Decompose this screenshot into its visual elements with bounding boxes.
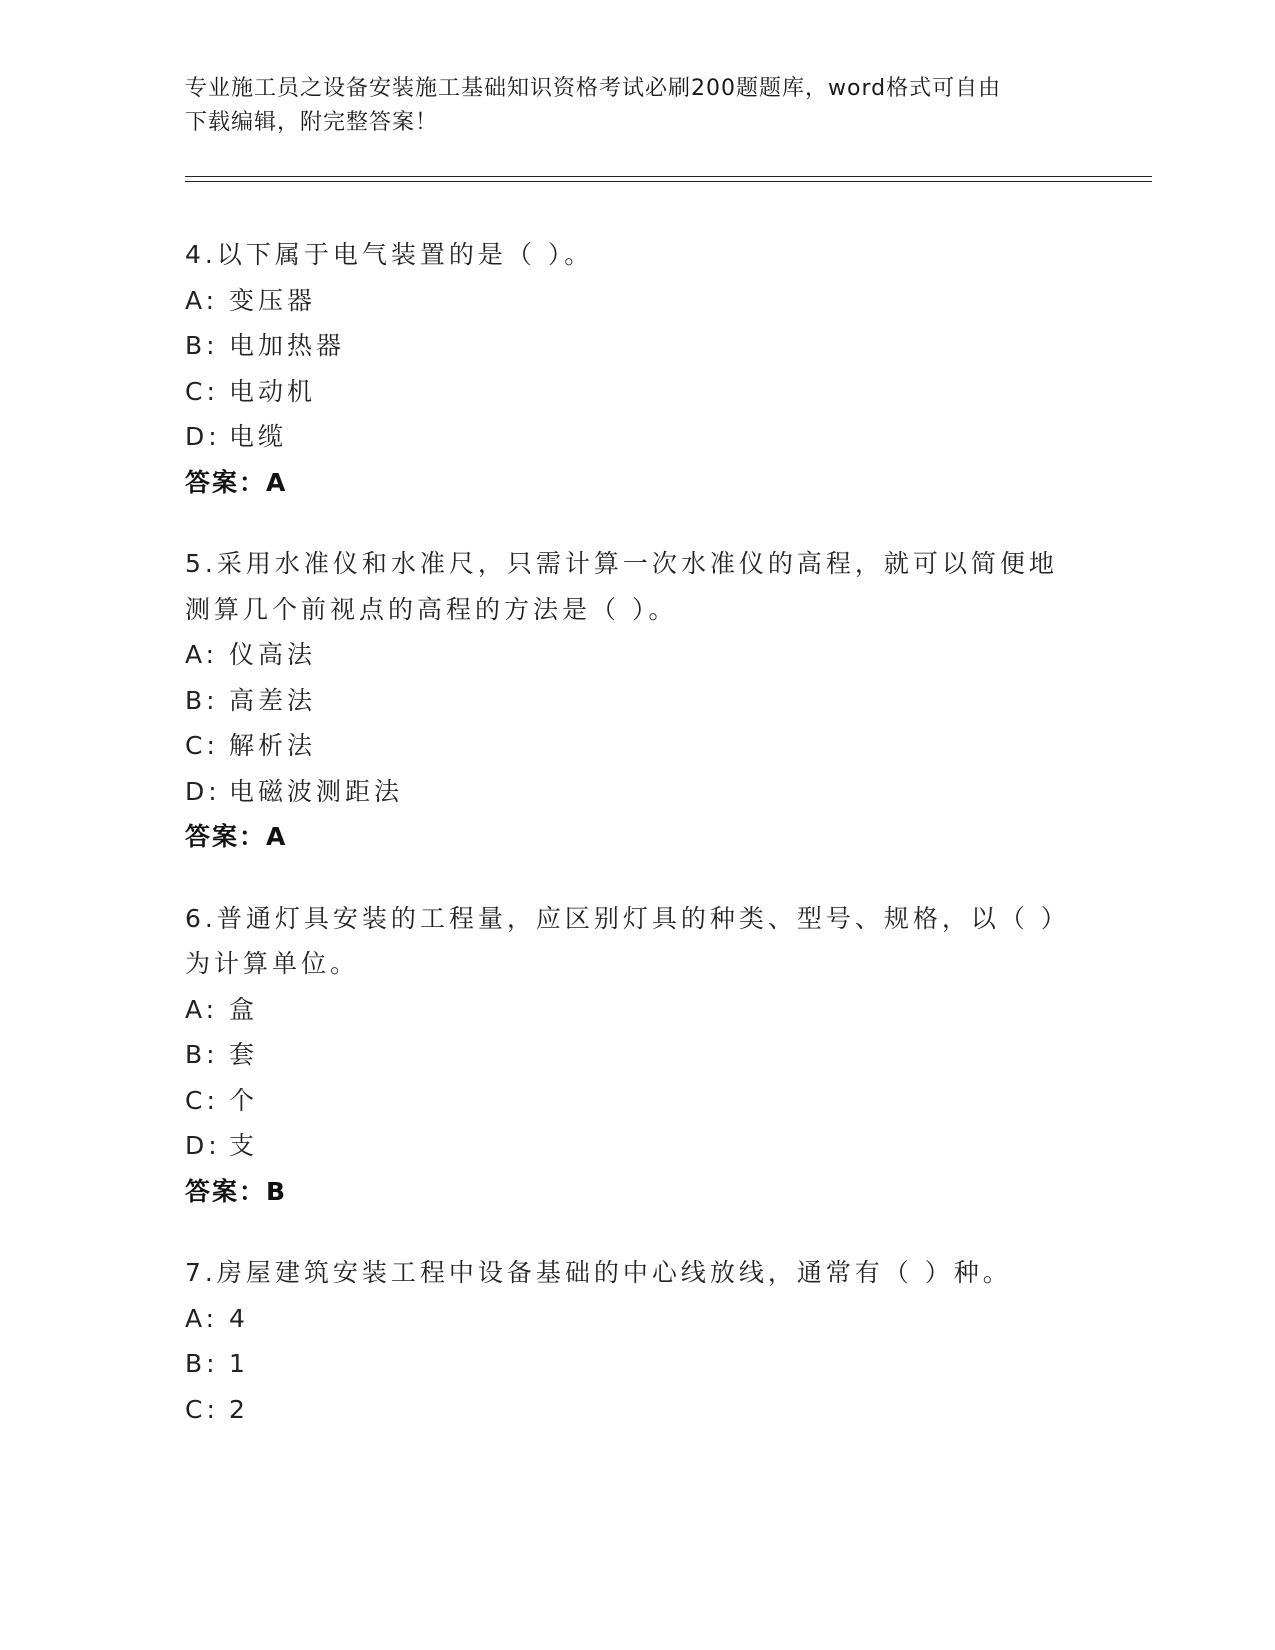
option-b [185, 1032, 1085, 1078]
question-stem: 7.房屋建筑安装工程中设备基础的中心线放线，通常有（ ）种。 [185, 1258, 1012, 1287]
answer-label: 答案：A [185, 822, 288, 851]
option-c [185, 1387, 1085, 1433]
question-6 [185, 896, 1085, 1215]
option-a [185, 278, 1085, 324]
option-text: 解析法 [229, 731, 317, 760]
question-stem-continued: 为计算单位。 [185, 949, 360, 978]
option-text: 电动机 [229, 376, 317, 406]
option-a [185, 632, 1085, 678]
option-a [185, 1296, 1085, 1342]
option-letter: C: [185, 376, 219, 406]
option-text: 电磁波测距法 [229, 776, 404, 806]
option-letter: A: [185, 1303, 219, 1333]
option-letter: A: [185, 640, 219, 669]
document-header [185, 72, 1085, 140]
option-text: 套 [229, 1040, 259, 1069]
option-c [185, 1078, 1085, 1124]
option-b [185, 323, 1085, 369]
option-text: 电缆 [229, 422, 288, 451]
question-stem-continued: 测算几个前视点的高程的方法是（ ）。 [185, 594, 678, 624]
question-7 [185, 1250, 1085, 1432]
option-text: 1 [229, 1349, 249, 1378]
option-letter: A: [185, 994, 219, 1024]
header-title-line-1: 专业施工员之设备安装施工基础知识资格考试必刷200题题库，word格式可自由 [185, 76, 1002, 101]
option-a [185, 987, 1085, 1033]
option-letter: C: [185, 1085, 219, 1115]
option-letter: B: [185, 1349, 219, 1378]
option-letter: D: [185, 422, 221, 451]
answer-label: 答案：B [185, 1176, 288, 1206]
question-list [185, 232, 1085, 1468]
option-d [185, 769, 1085, 815]
option-d [185, 414, 1085, 460]
answer-label: 答案：A [185, 467, 288, 497]
question-stem: 4.以下属于电气装置的是（ ）。 [185, 240, 594, 269]
option-c [185, 723, 1085, 769]
option-b [185, 678, 1085, 724]
option-letter: B: [185, 685, 219, 715]
option-text: 电加热器 [229, 331, 346, 360]
question-4 [185, 232, 1085, 505]
option-letter: A: [185, 285, 219, 315]
option-text: 2 [229, 1394, 249, 1424]
question-stem: 6.普通灯具安装的工程量，应区别灯具的种类、型号、规格，以（ ） [185, 903, 1070, 933]
option-letter: D: [185, 1131, 221, 1160]
option-text: 盒 [229, 994, 259, 1024]
option-text: 高差法 [229, 685, 317, 715]
question-5 [185, 541, 1085, 860]
question-stem: 5.采用水准仪和水准尺，只需计算一次水准仪的高程，就可以简便地 [185, 549, 1058, 578]
option-text: 4 [229, 1303, 249, 1333]
option-letter: B: [185, 331, 219, 360]
option-text: 变压器 [229, 285, 317, 315]
option-d [185, 1123, 1085, 1169]
option-letter: B: [185, 1040, 219, 1069]
option-text: 仪高法 [229, 640, 317, 669]
header-title-line-2: 下载编辑，附完整答案！ [185, 110, 439, 135]
option-letter: C: [185, 731, 219, 760]
option-c [185, 369, 1085, 415]
option-letter: C: [185, 1394, 219, 1424]
option-text: 支 [229, 1131, 259, 1160]
header-divider [185, 176, 1152, 182]
option-letter: D: [185, 776, 221, 806]
option-b [185, 1341, 1085, 1387]
option-text: 个 [229, 1085, 259, 1115]
